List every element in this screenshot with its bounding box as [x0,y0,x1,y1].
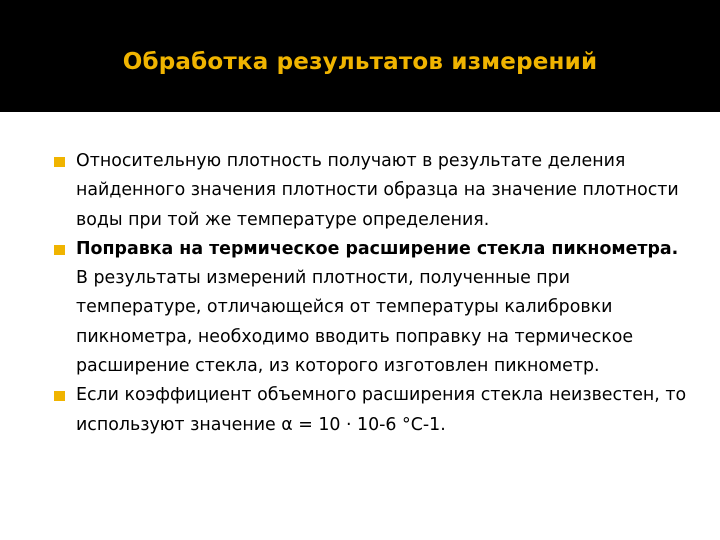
bullet-text-1: Относительную плотность получают в результате деления найденного значения плотности образца на значение плотности воды при той же температуре определения. [76,151,679,230]
bullet-square-icon [54,157,65,167]
bullet-text-3: Если коэффициент объемного расширения стекла неизвестен, то используют значение α = 10 · 10-6 °С-1. [76,385,687,435]
bullet-list [48,147,688,440]
bullet-item-1 [48,147,688,235]
title-bar [0,0,720,112]
bullet-item-2 [48,235,688,381]
bullet-square-icon [54,391,65,401]
slide-title: Обработка результатов измерений [122,49,598,75]
bullet-text-2: В результаты измерений плотности, полученные при температуре, отличающейся от температуры калибровки пикнометра, необходимо вводить поправку на термическое расширение стекла, из которого изготовлен пикнометр. [76,268,634,377]
bullet-bold-text-2: Поправка на термическое расширение стекла пикнометра. [76,238,679,259]
bullet-item-3 [48,381,688,440]
bullet-square-icon [54,245,65,255]
